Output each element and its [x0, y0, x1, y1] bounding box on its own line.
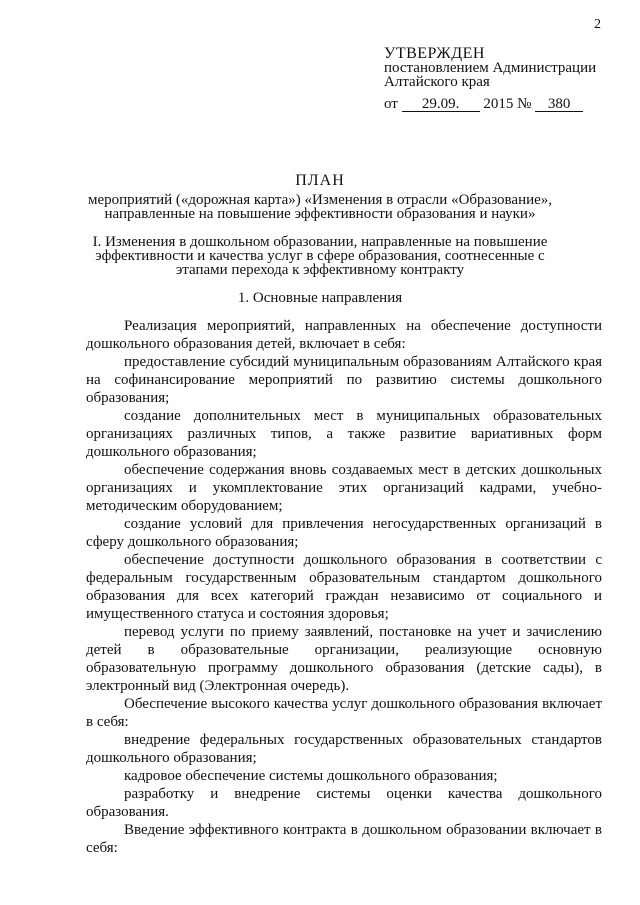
approval-date: 29.09. [402, 97, 480, 112]
section-line-2: эффективности и качества услуг в сфере образования, соотнесенные с [95, 248, 545, 264]
paragraph: Реализация мероприятий, направленных на обеспечение доступности дошкольного образования детей, включает в себя: [86, 318, 602, 352]
date-prefix: от [384, 96, 398, 112]
approval-year: 2015 [483, 96, 514, 112]
paragraph: предоставление субсидий муниципальным образованиям Алтайского края на софинансирование мероприятий по развитию системы дошкольного образования; [86, 354, 602, 406]
approval-date-line [384, 96, 583, 113]
body-text [86, 317, 602, 857]
paragraph: Введение эффективного контракта в дошкольном образовании включает в себя: [86, 822, 602, 856]
subsection-heading: 1. Основные направления [237, 290, 403, 306]
subtitle-line-2: направленные на повышение эффективности образования и науки» [104, 206, 536, 222]
paragraph: перевод услуги по приему заявлений, постановке на учет и зачислению детей в образовательные организации, реализующие основную образовательную программу дошкольного образования (детские сады), в электронный вид (Электронная очередь). [86, 624, 602, 694]
section-line-3: этапами перехода к эффективному контракту [175, 262, 465, 278]
paragraph: внедрение федеральных государственных образовательных стандартов дошкольного образования; [86, 732, 602, 766]
approval-line-1: постановлением Администрации [384, 60, 597, 76]
approval-number: 380 [535, 97, 583, 112]
approval-line-2: Алтайского края [384, 74, 490, 90]
paragraph: создание условий для привлечения негосударственных организаций в сферу дошкольного образования; [86, 516, 602, 550]
paragraph: разработку и внедрение системы оценки качества дошкольного образования. [86, 786, 602, 820]
paragraph: кадровое обеспечение системы дошкольного образования; [124, 768, 498, 784]
approval-heading: УТВЕРЖДЕН [384, 45, 485, 62]
paragraph: создание дополнительных мест в муниципальных образовательных организациях различных типов, а также развитие вариативных форм дошкольного образования; [86, 408, 602, 460]
paragraph: обеспечение доступности дошкольного образования в соответствии с федеральным государственным образовательным стандартом дошкольного образования для всех категорий граждан независимо от социального и имущественного статуса и состояния здоровья; [86, 552, 602, 622]
subtitle-line-1: мероприятий («дорожная карта») «Изменения в отрасли «Образование», [87, 192, 553, 208]
approval-stamp [384, 47, 596, 89]
paragraph: обеспечение содержания вновь создаваемых мест в детских дошкольных организациях и укомплектование этих организаций кадрами, учебно-методическим оборудованием; [86, 462, 602, 514]
document-title: ПЛАН [295, 172, 345, 189]
paragraph: Обеспечение высокого качества услуг дошкольного образования включает в себя: [86, 696, 602, 730]
page-number: 2 [594, 17, 601, 32]
number-sign: № [517, 96, 532, 112]
section-line-1: I. Изменения в дошкольном образовании, направленные на повышение [92, 234, 548, 250]
